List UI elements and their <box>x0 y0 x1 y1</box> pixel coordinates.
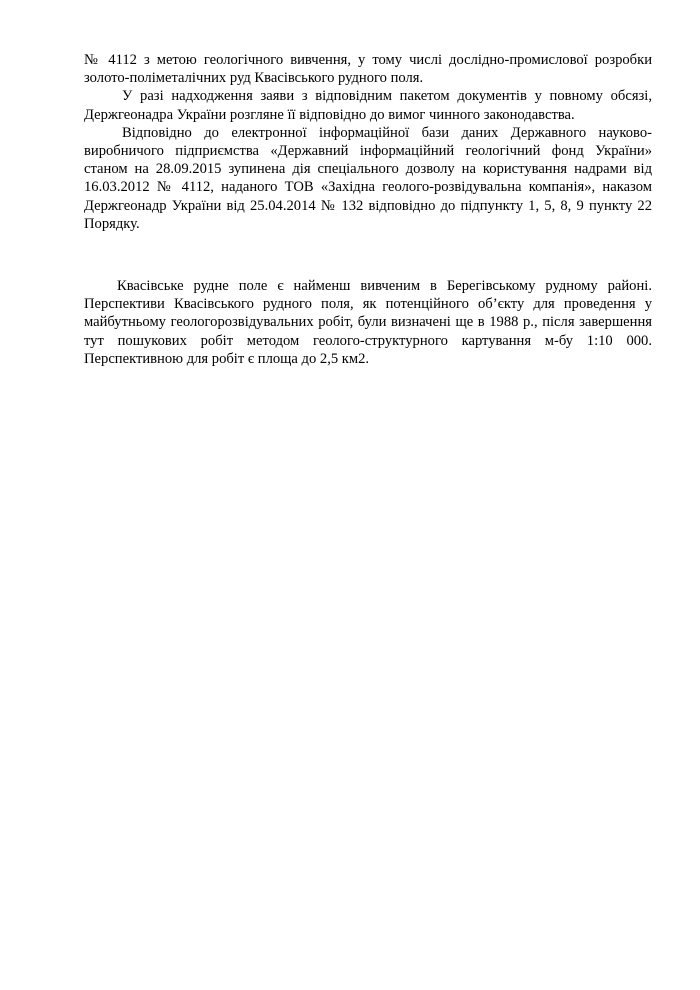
ore-field-section <box>84 277 652 368</box>
permit-status-paragraph: Відповідно до електронної інформаційної бази даних Державного науково-виробничого підприємства «Державний інформаційний геологічний фонд України» станом на 28.09.2015 зупинена дія спеціального дозволу на користування надрами від 16.03.2012 № 4112, наданого ТОВ «Західна геолого-розвідувальна компанія», наказом Держгеонадр України від 25.04.2014 № 132 відповідно до підпункту 1, 5, 8, 9 пункту 22 Порядку. <box>84 124 652 232</box>
application-review-paragraph: У разі надходження заяви з відповідним пакетом документів у повному обсязі, Держгеонадра України розгляне її відповідно до вимог чинного законодавства. <box>84 88 652 123</box>
letter-body-section <box>84 51 652 233</box>
continuation-paragraph: № 4112 з метою геологічного вивчення, у тому числі дослідно-промислової розробки золото-поліметалічних руд Квасівського рудного поля. <box>84 52 652 87</box>
ore-field-description-paragraph: Квасівське рудне поле є найменш вивченим в Берегівському рудному районі. Перспективи Квасівського рудного поля, як потенційного об’єкту для проведення у майбутньому геологорозвідувальних робіт, були визначені ще в 1988 р., після завершення тут пошукових робіт методом геолого-структурного картування м-бу 1:10 000. Перспективною для робіт є площа до 2,5 км2. <box>84 278 652 367</box>
